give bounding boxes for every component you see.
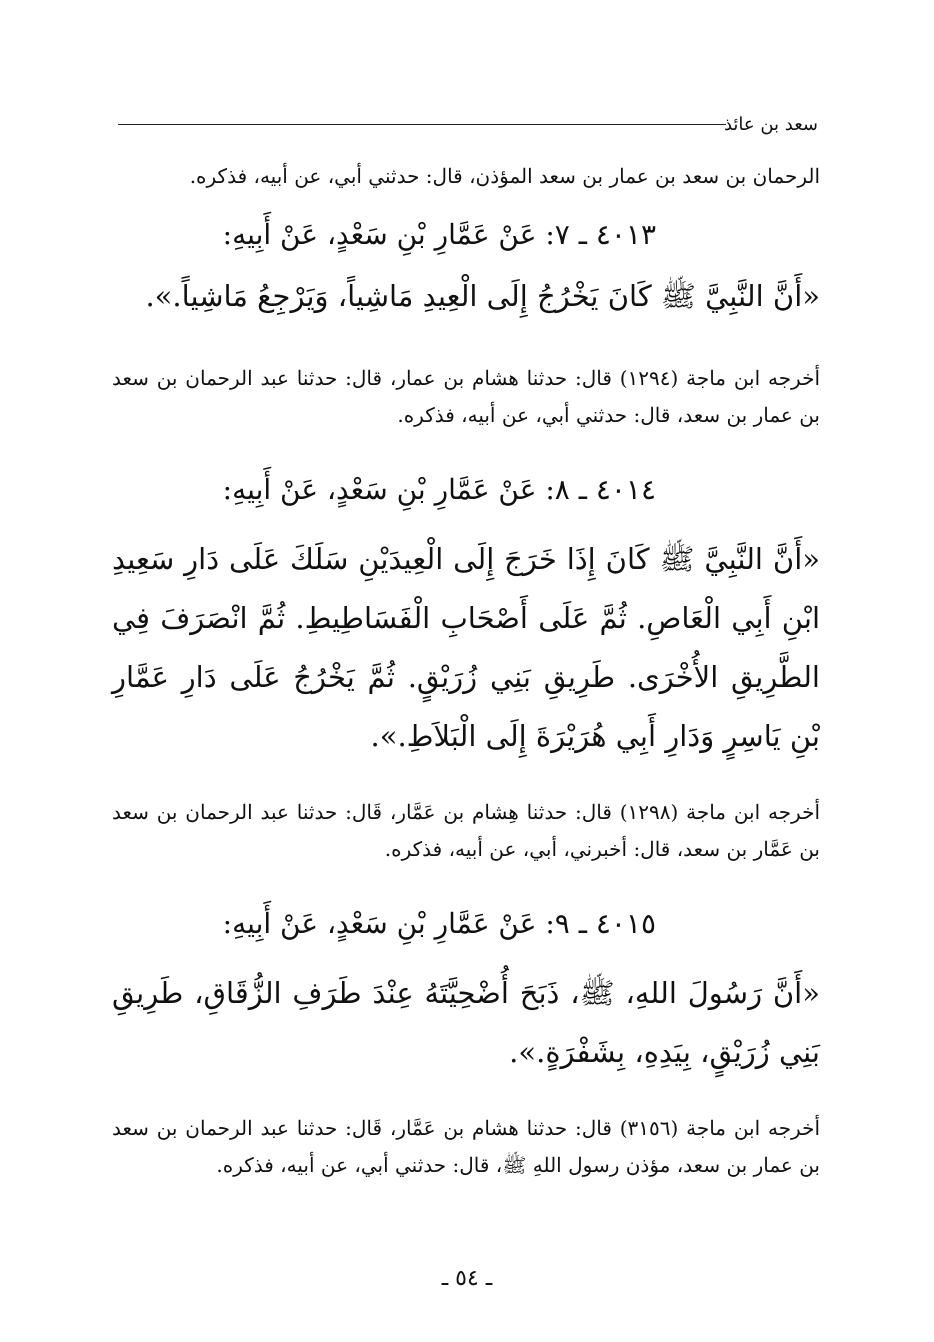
running-header [118,112,818,142]
hadith-text-4013: «أَنَّ النَّبِيَّ ﷺ كَانَ يَخْرُجُ إِلَى الْعِيدِ مَاشِياً، وَيَرْجِعُ مَاشِياً.». [145,279,820,313]
note-4014: أخرجه ابن ماجة (١٢٩٨) قال: حدثنا هِشام بن عَمَّار، قَال: حدثنا عبد الرحمان بن سعد بن عَمَّار بن سعد، قال: أخبرني، أبي، عن أبيه، فذكره. [112,800,821,861]
hadith-heading-4013: ٤٠١٣ ـ ٧: عَنْ عَمَّارِ بْنِ سَعْدٍ، عَنْ أَبِيهِ: [222,218,656,251]
page-content [112,158,820,1184]
note-4015: أخرجه ابن ماجة (٣١٥٦) قال: حدثنا هشام بن عَمَّار، قَال: حدثنا عبد الرحمان بن سعد بن عمار بن سعد، مؤذن رسول اللهِ ﷺ، قال: حدثني أبي، عن أبيه، فذكره. [112,1116,821,1177]
note-4013: أخرجه ابن ماجة (١٢٩٤) قال: حدثنا هشام بن عمار، قال: حدثنا عبد الرحمان بن سعد بن عمار بن سعد، قال: حدثني أبي، عن أبيه، فذكره. [112,366,821,427]
page-number: ـ ٥٤ ـ [441,1266,493,1291]
hadith-text-4014: «أَنَّ النَّبِيَّ ﷺ كَانَ إِذَا خَرَجَ إِلَى الْعِيدَيْنِ سَلَكَ عَلَى دَارِ سَعِيدِ ابْنِ أَبِي الْعَاصِ. ثُمَّ عَلَى أَصْحَابِ الْفَسَاطِيطِ. ثُمَّ انْصَرَفَ فِي الطَّرِيقِ الأُخْرَى. طَرِيقِ بَنِي زُرَيْقٍ. ثُمَّ يَخْرُجُ عَلَى دَارِ عَمَّارِ بْنِ يَاسِرٍ وَدَارِ أَبِي هُرَيْرَةَ إِلَى الْبَلاَطِ.». [112,542,820,753]
header-rule [118,124,726,125]
hadith-heading-4014: ٤٠١٤ ـ ٨: عَنْ عَمَّارِ بْنِ سَعْدٍ، عَنْ أَبِيهِ: [222,473,656,506]
note-continuation: الرحمان بن سعد بن عمار بن سعد المؤذن، قال: حدثني أبي، عن أبيه، فذكره. [189,164,820,188]
hadith-text-4015: «أَنَّ رَسُولَ اللهِ، ﷺ، ذَبَحَ أُضْحِيَّتَهُ عِنْدَ طَرَفِ الزُّقَاقِ، طَرِيقِ بَنِي زُرَيْقٍ، بِيَدِهِ، بِشَفْرَةٍ.». [112,976,820,1069]
hadith-heading-4015: ٤٠١٥ ـ ٩: عَنْ عَمَّارِ بْنِ سَعْدٍ، عَنْ أَبِيهِ: [222,907,656,940]
running-title: سعد بن عائذ [723,114,818,135]
